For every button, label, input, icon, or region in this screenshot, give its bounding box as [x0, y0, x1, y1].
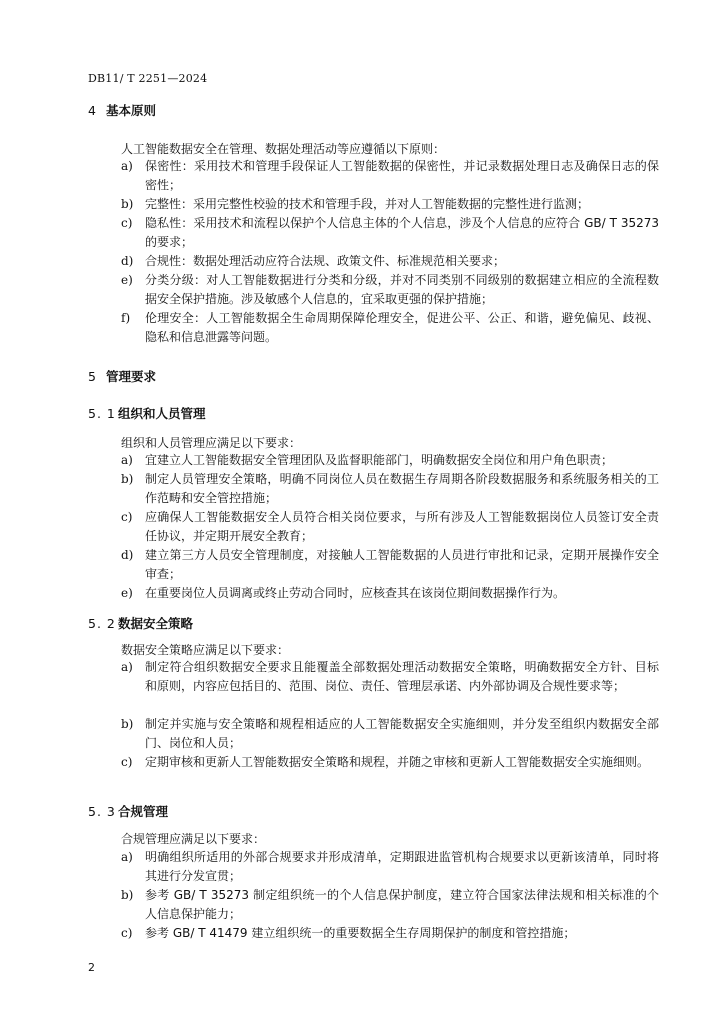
list-marker: a): [121, 660, 133, 674]
list-marker: a): [121, 159, 133, 173]
section-4-heading: [88, 101, 156, 119]
list-item-text: 伦理安全：人工智能数据全生命周期保障伦理安全，促进公平、公正、和谐，避免偏见、歧视、隐私和信息泄露等问题。: [145, 311, 659, 344]
section-title: 组织和人员管理: [118, 406, 206, 421]
list-item: [121, 451, 661, 470]
section-5-1-intro: 组织和人员管理应满足以下要求：: [121, 436, 302, 450]
list-marker: b): [121, 888, 134, 902]
section-number: 5. 3: [88, 804, 116, 819]
list-item-text: 保密性：采用技术和管理手段保证人工智能数据的保密性，并记录数据处理日志及确保日志的保密性；: [145, 159, 659, 192]
list-marker: a): [121, 850, 133, 864]
list-item: [121, 470, 661, 508]
list-item-text: 制定符合组织数据安全要求且能覆盖全部数据处理活动数据安全策略，明确数据安全方针、目标和原则，内容应包括目的、范围、岗位、责任、管理层承诺、内外部协调及合规性要求等；: [145, 660, 659, 693]
section-5-3-heading: [88, 802, 168, 820]
section-title: 基本原则: [106, 103, 157, 118]
list-marker: b): [121, 197, 134, 211]
list-item-text: 参考 GB/ T 41479 建立组织统一的重要数据全生存周期保护的制度和管控措施；: [145, 926, 576, 940]
list-item: [121, 252, 661, 271]
list-marker: c): [121, 510, 133, 524]
list-item: [121, 309, 661, 347]
list-item: [121, 508, 661, 546]
list-item: [121, 271, 661, 309]
list-item-text: 制定并实施与安全策略和规程相适应的人工智能数据安全实施细则，并分发至组织内数据安全部门、岗位和人员；: [145, 717, 659, 750]
section-4-intro: 人工智能数据安全在管理、数据处理活动等应遵循以下原则：: [121, 142, 446, 156]
list-item: [121, 715, 661, 753]
section-number: 5: [88, 369, 96, 384]
list-item-text: 定期审核和更新人工智能数据安全策略和规程，并随之审核和更新人工智能数据安全实施细则。: [145, 755, 650, 769]
section-number: 4: [88, 103, 96, 118]
list-item-text: 建立第三方人员安全管理制度，对接触人工智能数据的人员进行审批和记录，定期开展操作安全审查；: [145, 548, 659, 581]
list-item: [121, 584, 661, 603]
list-marker: b): [121, 717, 134, 731]
section-number: 5. 2: [88, 616, 116, 631]
list-marker: e): [121, 273, 133, 287]
list-item: [121, 848, 661, 886]
list-item: [121, 214, 661, 252]
section-title: 数据安全策略: [118, 616, 194, 631]
list-marker: c): [121, 216, 133, 230]
section-5-3-intro: 合规管理应满足以下要求：: [121, 832, 266, 846]
list-item: [121, 658, 661, 696]
list-item-text: 合规性：数据处理活动应符合法规、政策文件、标准规范相关要求；: [145, 254, 506, 268]
list-item-text: 应确保人工智能数据安全人员符合相关岗位要求，与所有涉及人工智能数据岗位人员签订安全责任协议，并定期开展安全教育；: [145, 510, 659, 543]
list-item-text: 明确组织所适用的外部合规要求并形成清单，定期跟进监管机构合规要求以更新该清单，同时将其进行分发宣贯；: [145, 850, 659, 883]
list-marker: d): [121, 548, 134, 562]
list-item: [121, 157, 661, 195]
page-number: 2: [88, 961, 95, 974]
section-5-heading: [88, 367, 156, 385]
list-item-text: 完整性：采用完整性校验的技术和管理手段，并对人工智能数据的完整性进行监测；: [145, 197, 590, 211]
list-marker: e): [121, 586, 133, 600]
list-item: [121, 546, 661, 584]
document-id-header: DB11/ T 2251—2024: [88, 72, 208, 85]
list-item-text: 宜建立人工智能数据安全管理团队及监督职能部门，明确数据安全岗位和用户角色职责；: [145, 453, 614, 467]
section-number: 5. 1: [88, 406, 116, 421]
list-item: [121, 195, 661, 214]
list-item-text: 分类分级：对人工智能数据进行分类和分级，并对不同类别不同级别的数据建立相应的全流程数据安全保护措施。涉及敏感个人信息的，宜采取更强的保护措施；: [145, 273, 659, 306]
list-item-text: 参考 GB/ T 35273 制定组织统一的个人信息保护制度，建立符合国家法律法规和相关标准的个人信息保护能力；: [145, 888, 659, 921]
list-marker: f): [121, 311, 131, 325]
list-item-text: 隐私性：采用技术和流程以保护个人信息主体的个人信息，涉及个人信息的应符合 GB/ T 35273 的要求；: [145, 216, 659, 249]
section-5-1-heading: [88, 404, 206, 422]
section-title: 合规管理: [118, 804, 169, 819]
list-marker: a): [121, 453, 133, 467]
list-item-text: 制定人员管理安全策略，明确不同岗位人员在数据生存周期各阶段数据服务和系统服务相关的工作范畴和安全管控措施；: [145, 472, 659, 505]
list-item: [121, 753, 661, 772]
list-marker: c): [121, 755, 133, 769]
list-marker: b): [121, 472, 134, 486]
list-marker: c): [121, 926, 133, 940]
list-item: [121, 924, 661, 943]
list-item: [121, 886, 661, 924]
section-5-2-heading: [88, 614, 193, 632]
list-marker: d): [121, 254, 134, 268]
section-title: 管理要求: [106, 369, 157, 384]
list-item-text: 在重要岗位人员调离或终止劳动合同时，应核查其在该岗位期间数据操作行为。: [145, 586, 566, 600]
section-5-2-intro: 数据安全策略应满足以下要求：: [121, 643, 290, 657]
